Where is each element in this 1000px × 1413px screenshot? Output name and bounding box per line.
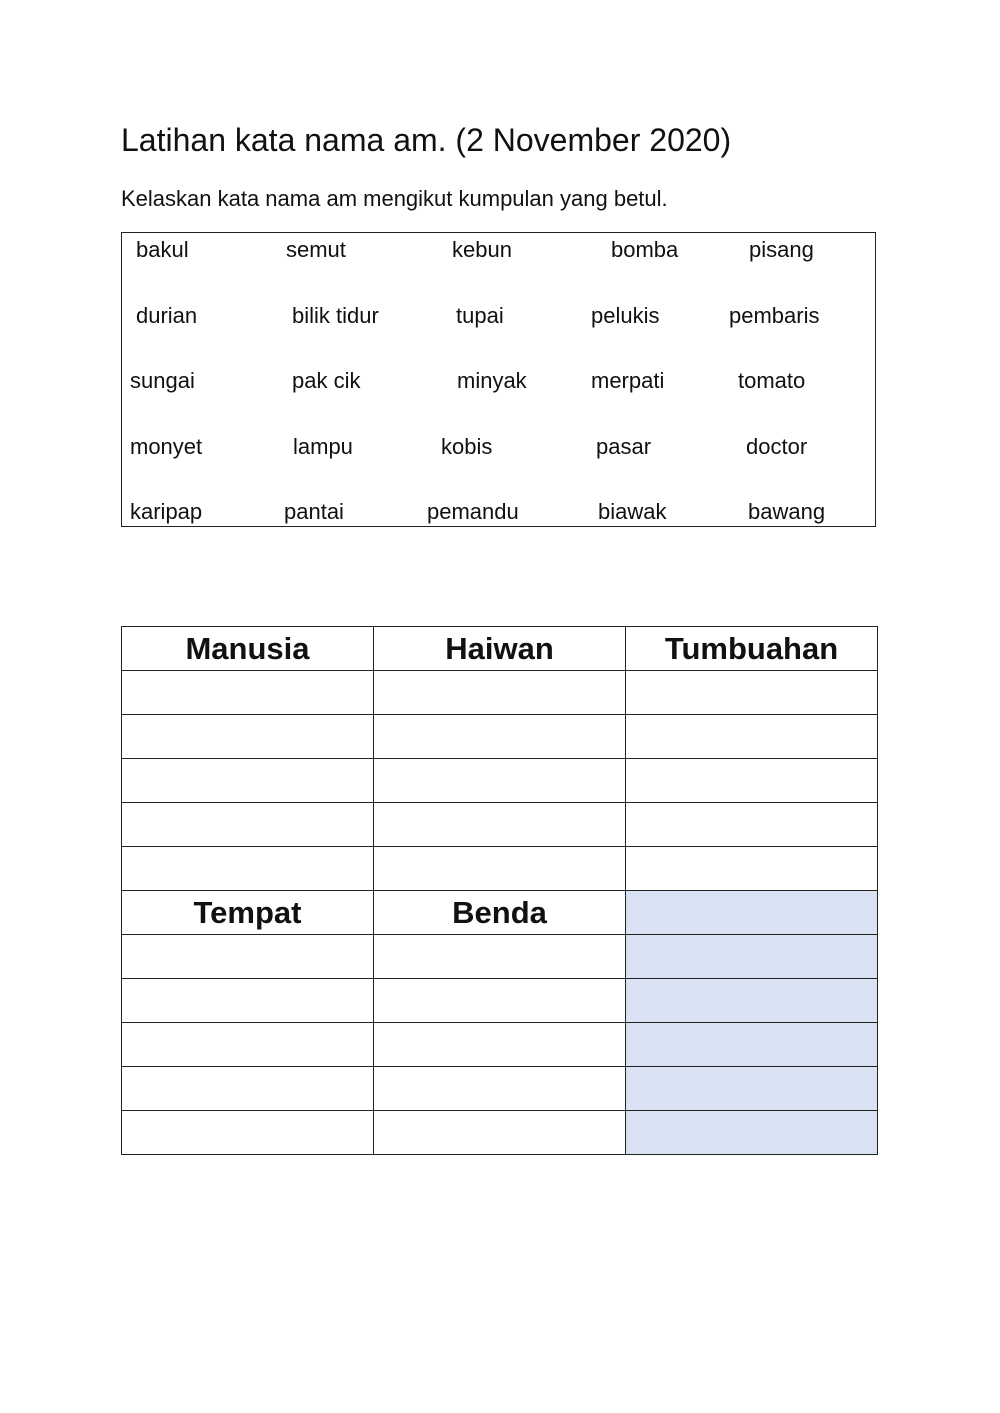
word-item: bomba bbox=[611, 237, 679, 262]
word-item: bawang bbox=[748, 499, 826, 524]
answer-cell[interactable] bbox=[626, 847, 878, 891]
answer-cell[interactable] bbox=[374, 1023, 626, 1067]
answer-cell[interactable] bbox=[374, 847, 626, 891]
word-item: pelukis bbox=[591, 303, 660, 328]
answer-row bbox=[122, 979, 878, 1023]
answer-cell[interactable] bbox=[122, 759, 374, 803]
word-bank bbox=[121, 232, 876, 527]
answer-cell[interactable] bbox=[122, 1111, 374, 1155]
word-item: minyak bbox=[457, 368, 527, 393]
instruction-text: Kelaskan kata nama am mengikut kumpulan yang betul. bbox=[121, 186, 668, 211]
word-item: doctor bbox=[746, 434, 808, 459]
word-item: semut bbox=[286, 237, 346, 262]
answer-cell[interactable] bbox=[122, 671, 374, 715]
header-cell: Tempat bbox=[122, 891, 374, 935]
answer-cell[interactable] bbox=[122, 803, 374, 847]
answer-cell[interactable] bbox=[626, 715, 878, 759]
shaded-cell bbox=[626, 1111, 878, 1155]
answer-cell[interactable] bbox=[122, 979, 374, 1023]
word-item: pembaris bbox=[729, 303, 820, 328]
answer-row bbox=[122, 1023, 878, 1067]
word-item: bilik tidur bbox=[292, 303, 379, 328]
answer-cell[interactable] bbox=[122, 1067, 374, 1111]
answer-cell[interactable] bbox=[122, 1023, 374, 1067]
answer-cell[interactable] bbox=[122, 715, 374, 759]
word-item: kebun bbox=[452, 237, 512, 262]
answer-row bbox=[122, 1111, 878, 1155]
word-item: lampu bbox=[293, 434, 353, 459]
word-item: pisang bbox=[749, 237, 814, 262]
header-cell: Haiwan bbox=[374, 627, 626, 671]
word-item: pemandu bbox=[427, 499, 519, 524]
word-item: tomato bbox=[738, 368, 806, 393]
word-item: sungai bbox=[130, 368, 195, 393]
answer-cell[interactable] bbox=[374, 1111, 626, 1155]
header-cell: Benda bbox=[374, 891, 626, 935]
answer-cell[interactable] bbox=[122, 847, 374, 891]
word-item: karipap bbox=[130, 499, 203, 524]
header-cell: Tumbuahan bbox=[626, 627, 878, 671]
answer-row bbox=[122, 1067, 878, 1111]
word-item: merpati bbox=[591, 368, 665, 393]
answer-row bbox=[122, 671, 878, 715]
answer-cell[interactable] bbox=[374, 671, 626, 715]
word-item: pak cik bbox=[292, 368, 361, 393]
shaded-cell bbox=[626, 1023, 878, 1067]
word-item: biawak bbox=[598, 499, 667, 524]
classification-table bbox=[121, 626, 878, 1155]
answer-cell[interactable] bbox=[374, 803, 626, 847]
answer-row bbox=[122, 803, 878, 847]
answer-row bbox=[122, 935, 878, 979]
word-item: bakul bbox=[136, 237, 189, 262]
shaded-cell bbox=[626, 935, 878, 979]
answer-cell[interactable] bbox=[626, 671, 878, 715]
word-item: pasar bbox=[596, 434, 652, 459]
answer-row bbox=[122, 847, 878, 891]
word-item: monyet bbox=[130, 434, 203, 459]
page-title: Latihan kata nama am. (2 November 2020) bbox=[121, 122, 732, 158]
word-item: kobis bbox=[441, 434, 493, 459]
word-item: tupai bbox=[456, 303, 504, 328]
answer-cell[interactable] bbox=[374, 935, 626, 979]
answer-cell[interactable] bbox=[626, 759, 878, 803]
answer-cell[interactable] bbox=[374, 1067, 626, 1111]
header-row-bottom bbox=[122, 891, 878, 935]
shaded-cell bbox=[626, 979, 878, 1023]
word-item: durian bbox=[136, 303, 198, 328]
answer-row bbox=[122, 715, 878, 759]
word-item: pantai bbox=[284, 499, 344, 524]
answer-row bbox=[122, 759, 878, 803]
answer-cell[interactable] bbox=[374, 759, 626, 803]
header-cell: Manusia bbox=[122, 627, 374, 671]
answer-cell[interactable] bbox=[626, 803, 878, 847]
shaded-cell bbox=[626, 891, 878, 935]
shaded-cell bbox=[626, 1067, 878, 1111]
answer-cell[interactable] bbox=[374, 979, 626, 1023]
answer-cell[interactable] bbox=[374, 715, 626, 759]
answer-cell[interactable] bbox=[122, 935, 374, 979]
header-row-top bbox=[122, 627, 878, 671]
